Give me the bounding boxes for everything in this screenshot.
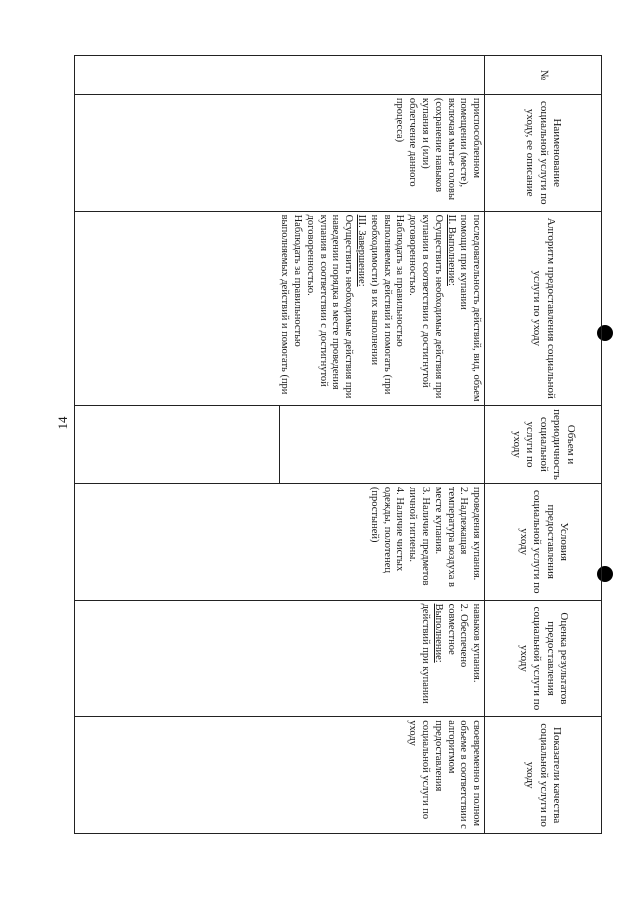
- cell-number: [75, 56, 485, 95]
- volume-upper: [280, 406, 484, 483]
- evaluation-line: действий при купании: [420, 603, 432, 704]
- evaluation-line: 2. Обеспечено совместное: [445, 603, 470, 668]
- volume-lower: [75, 406, 280, 483]
- header-conditions: Условия предоставления социальной услуги по уходу: [485, 483, 602, 600]
- algorithm-step-heading: II. Выполнение:: [445, 214, 457, 286]
- evaluation-line: навыков купания.: [471, 603, 483, 683]
- condition-item: 4. Наличие чистых одежды, полотенец (простыней): [368, 486, 406, 573]
- page-number: 14: [55, 416, 70, 430]
- header-algorithm: Алгоритм предоставления социальной услуги по уходу: [485, 211, 602, 406]
- header-evaluation: Оценка результатов предоставления социальной услуги по уходу: [485, 600, 602, 717]
- header-quality: Показатели качества социальной услуги по уходу: [485, 717, 602, 834]
- table-row: [75, 56, 485, 834]
- cell-evaluation: [75, 600, 485, 717]
- header-service-name: Наименование социальной услуги по уходу, ее описание: [485, 94, 602, 211]
- evaluation-heading: Выполнение:: [432, 603, 444, 663]
- header-number: №: [485, 56, 602, 95]
- condition-item: 3. Наличие предметов личной гигиены.: [407, 486, 432, 586]
- cell-algorithm: [75, 211, 485, 406]
- cell-conditions: [75, 483, 485, 600]
- table-header-row: [485, 56, 602, 834]
- algorithm-line: Наблюдать за правильностью выполняемых действий и помогать (при необходимости) в их выполнении: [368, 214, 406, 395]
- cell-service-name: приспособленном помещении (месте), включая мытье головы (сохранение навыков купания и (или) облегчение данного процесса): [75, 94, 485, 211]
- cell-volume: [75, 406, 485, 484]
- rotated-table-wrapper: [74, 55, 602, 834]
- algorithm-line: последовательность действий, вид, объем помощи при купании: [458, 214, 483, 402]
- services-table: [74, 55, 602, 834]
- condition-item: проведения купания.: [471, 486, 483, 581]
- volume-split: [75, 406, 484, 483]
- algorithm-line: Осуществить необходимые действия при наведении порядка в месте проведения купания в соответствии с достигнутой договоренностью.: [304, 214, 355, 399]
- algorithm-line: Наблюдать за правильностью выполняемых действий и помогать (при: [279, 214, 304, 395]
- algorithm-line: Осуществить необходимые действия при купании в соответствии с достигнутой договоренностью.: [407, 214, 444, 399]
- header-volume: Объем и периодичность социальной услуги по уходу: [485, 406, 602, 484]
- condition-item: 2. Надлежащая температура воздуха в месте купания.: [432, 486, 470, 587]
- algorithm-step-heading: III. Завершение:: [356, 214, 368, 287]
- cell-quality: своевременно в полном объеме в соответствии с алгоритмом предоставления социальной услуги по уходу: [75, 717, 485, 834]
